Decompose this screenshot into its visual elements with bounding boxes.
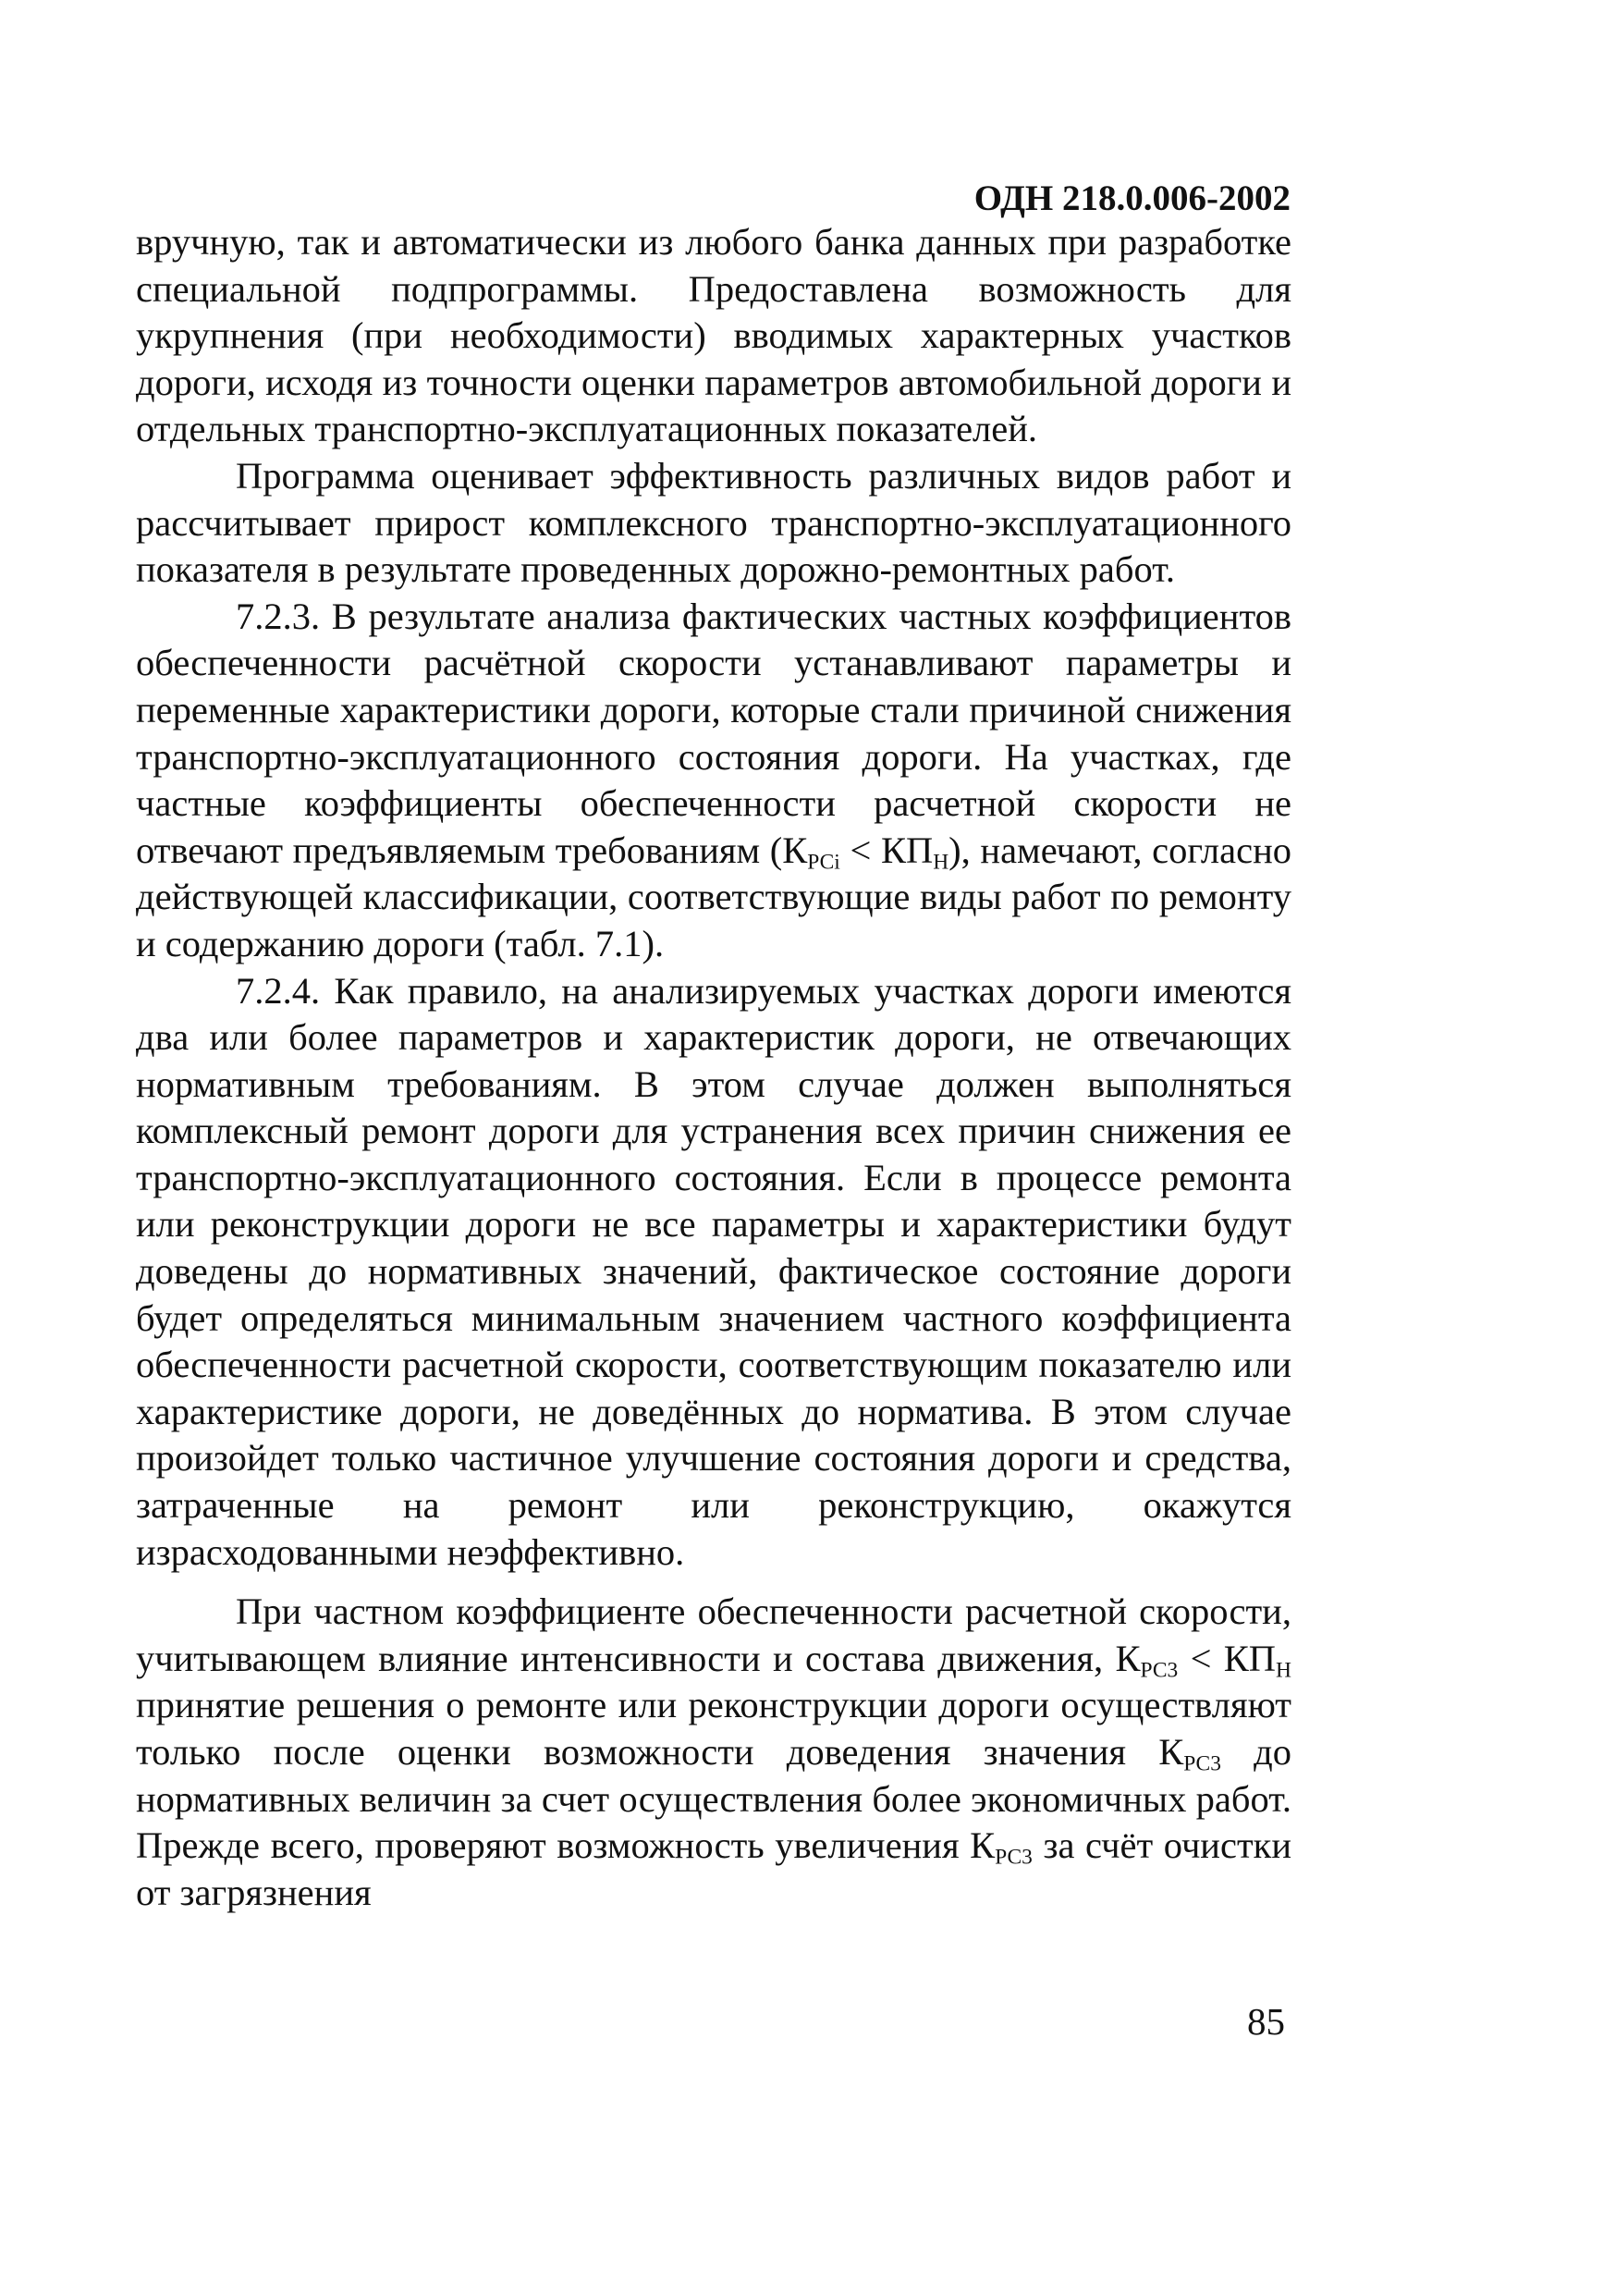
formula-k-rs3: $К_{РС3}$ [1115,1637,1179,1683]
text-span: 7.2.3. В результате анализа фактических частных коэффициентов обеспеченности расчётной скорости устанавливают параметры и переменные характеристики дороги, которые стали причиной снижения транспортно-эксплуатационного состояния дороги. На участках, где частные коэффициенты обеспеченности расчетной скорости не отвечают предъявляемым требованиям ( [136,595,1291,871]
text-span: за счёт очистки от загрязнения [136,1824,1292,1913]
text-span: < [1178,1637,1224,1679]
text-span: ), намечают, согласно действующей классификации, соответствующие виды работ по ремонту и содержанию дороги (табл. 7.1). [136,829,1291,964]
paragraph-7-2-4: 7.2.4. Как правило, на анализируемых участках дороги имеются два или более параметров и характеристик дороги, не отвечающих нормативным требованиям. В этом случае должен выполняться комплексный ремонт дороги для устранения всех причин снижения ее транспортно-эксплуатационного состояния. Если в процессе ремонта или реконструкции дороги не все параметры и характеристики будут доведены до нормативных значений, фактическое состояние дороги будет определяться минимальным значением частного коэффициента обеспеченности расчетной скорости, соответствующим показателю или характеристике дороги, не доведённых до норматива. В этом случае произойдет только частичное улучшение состояния дороги и средства, затраченные на ремонт или реконструкцию, окажутся израсходованными неэффективно. [136,969,1291,1573]
paragraph-7-2-3 [136,594,1291,968]
formula-k-rsi: $К_{РСi}$ [782,829,840,875]
formula-k-rs3: $К_{РС3}$ [970,1824,1033,1870]
document-code-header: ОДН 218.0.006-2002 [973,178,1291,218]
page-number: 85 [1247,2000,1285,2043]
formula-k-rs3: $К_{РС3}$ [1158,1731,1221,1776]
formula-kp-n: $КП_Н$ [1223,1637,1291,1683]
paragraph-continuation: вручную, так и автоматически из любого банка данных при разработке специальной подпрограммы. Предоставлена возможность для укрупнения (при необходимости) вводимых характерных участков дороги, исходя из точности оценки параметров автомобильной дороги и отдельных транспортно-эксплуатационных показателей. [136,221,1291,450]
paragraph-program: Программа оценивает эффективность различных видов работ и рассчитывает прирост комплексного транспортно-эксплуатационного показателя в результате проведенных дорожно-ремонтных работ. [136,454,1291,591]
text-span: При частном коэффициенте обеспеченности расчетной скорости, учитывающем влияние интенсивности и состава движения, [136,1590,1291,1679]
text-span: принятие решения о ремонте или реконструкции дороги осуществляют только после оценки возможности доведения значения [136,1684,1291,1773]
text-span: < [839,829,881,871]
formula-kp-n: $КП_Н$ [880,829,949,875]
text-span: до нормативных величин за счет осуществления более экономичных работ. Прежде всего, проверяют возможность увеличения [136,1731,1291,1867]
paragraph-partial-coefficient [136,1589,1291,1916]
body-text [136,219,1291,1916]
